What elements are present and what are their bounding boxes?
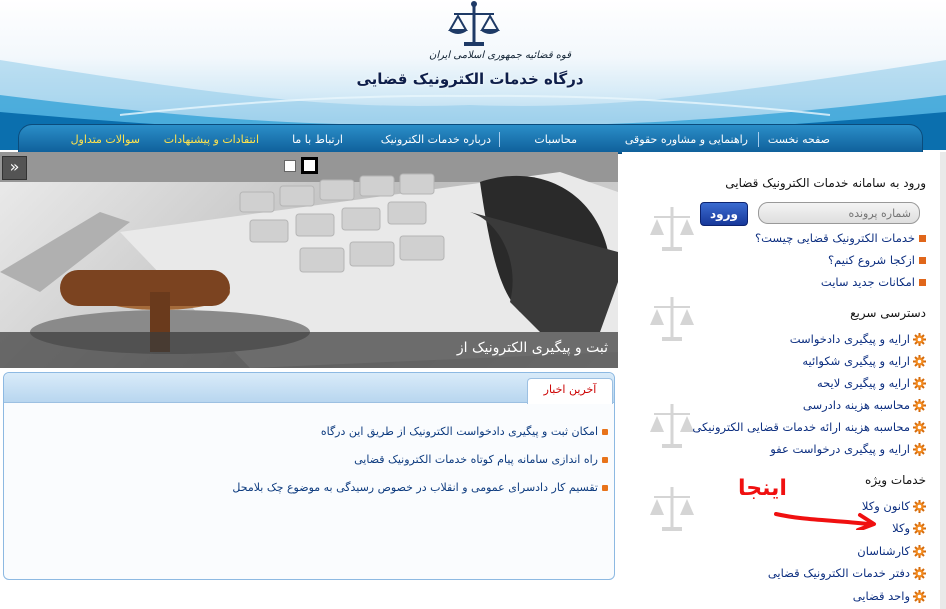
link-label[interactable]: واحد قضایی [852,589,910,603]
gear-icon [913,567,926,580]
link-label[interactable]: ارایه و پیگیری لایحه [816,376,910,390]
link-label[interactable]: محاسبه هزینه ارائه خدمات قضایی الکترونیکی [692,420,910,434]
news-item-text[interactable]: امکان ثبت و پیگیری دادخواست الکترونیک از طریق این درگاه [320,425,598,438]
link-label[interactable]: وکلا [892,521,910,535]
emblem-watermark-icon [648,293,696,345]
link-new-features[interactable] [821,275,926,289]
gear-icon [913,590,926,603]
news-item[interactable] [321,425,608,438]
login-button[interactable]: ورود [700,202,748,226]
link-pardon-request[interactable] [770,442,926,456]
emblem-watermark-icon [648,203,696,255]
link-label[interactable]: ارایه و پیگیری درخواست عفو [770,442,910,456]
link-what-is-eservices[interactable] [755,231,926,245]
main-navigation [18,124,923,154]
link-label[interactable]: محاسبه هزینه دادرسی [802,398,910,412]
judiciary-emblem-icon [446,0,502,50]
news-bullet-icon [602,485,608,491]
link-where-to-start[interactable] [828,253,926,267]
link-litigation-cost[interactable] [803,398,926,412]
slider-caption[interactable]: ثبت و پیگیری الکترونیک از [0,332,618,368]
link-eservice-cost[interactable] [692,420,926,434]
nav-item-home[interactable]: صفحه نخست [767,133,830,146]
page-edge [940,152,946,609]
gear-icon [913,545,926,558]
link-petition[interactable] [790,332,926,346]
gear-icon [913,500,926,513]
news-bullet-icon [602,429,608,435]
nav-item-faq[interactable]: سوالات متداول [70,133,140,146]
bullet-icon [919,279,926,286]
handwritten-annotation: اینجا [738,476,787,501]
quick-access-title: دسترسی سریع [850,306,926,320]
link-lawyers[interactable] [892,521,926,535]
bullet-icon [919,235,926,242]
judiciary-subtitle: قوه قضائیه جمهوری اسلامی ایران [429,50,571,61]
slider-dot-2[interactable] [284,160,296,172]
news-item[interactable] [354,453,608,466]
link-label[interactable]: خدمات الکترونیک قضایی چیست؟ [755,231,915,245]
gear-icon [913,355,926,368]
news-tab-bar [4,373,614,403]
gear-icon [913,377,926,390]
link-experts[interactable] [857,544,926,558]
emblem-watermark-icon [648,400,696,452]
nav-item-calculations[interactable]: محاسبات [534,133,577,146]
case-number-input[interactable] [758,202,920,224]
emblem-watermark-icon [648,483,696,535]
tab-latest-news[interactable]: آخرین اخبار [527,378,613,404]
gear-icon [913,421,926,434]
nav-item-contact[interactable]: ارتباط با ما [292,133,343,146]
link-label[interactable]: ارایه و پیگیری شکوائیه [802,354,910,368]
special-services-title: خدمات ویژه [865,473,926,487]
latest-news-box [3,372,615,580]
news-item-text[interactable]: راه اندازی سامانه پیام کوتاه خدمات الکترونیک قضایی [354,453,598,466]
link-label[interactable]: دفتر خدمات الکترونیک قضایی [767,566,910,580]
link-judicial-unit[interactable] [853,589,926,603]
link-label[interactable]: کانون وکلا [861,499,910,513]
nav-divider [499,132,500,147]
nav-item-feedback[interactable]: انتقادات و پیشنهادات [163,133,259,146]
news-bullet-icon [602,457,608,463]
nav-item-legal-guidance[interactable]: راهنمایی و مشاوره حقوقی [624,133,748,146]
link-brief[interactable] [817,376,926,390]
gear-icon [913,443,926,456]
slider-dot-1-active[interactable] [301,157,318,174]
link-eservice-office[interactable] [768,566,926,580]
news-item[interactable] [232,481,608,494]
login-section-title: ورود به سامانه خدمات الکترونیک قضایی [725,176,926,190]
gear-icon [913,333,926,346]
link-complaint[interactable] [802,354,926,368]
nav-divider [758,132,759,147]
nav-item-about[interactable]: درباره خدمات الکترونیک [380,133,491,146]
link-label[interactable]: امکانات جدید سایت [820,275,915,289]
bullet-icon [919,257,926,264]
gear-icon [913,399,926,412]
portal-title: درگاه خدمات الکترونیک قضایی [356,70,584,88]
link-label[interactable]: کارشناسان [857,544,910,558]
gear-icon [913,522,926,535]
link-label[interactable]: ارایه و پیگیری دادخواست [789,332,910,346]
annotation-arrow-icon [772,500,882,530]
news-item-text[interactable]: تقسیم کار دادسرای عمومی و انقلاب در خصوص رسیدگی به موضوع چک بلامحل [232,481,598,494]
slider-next-button[interactable]: » [2,156,27,180]
link-label[interactable]: ازکجا شروع کنیم؟ [827,253,915,267]
